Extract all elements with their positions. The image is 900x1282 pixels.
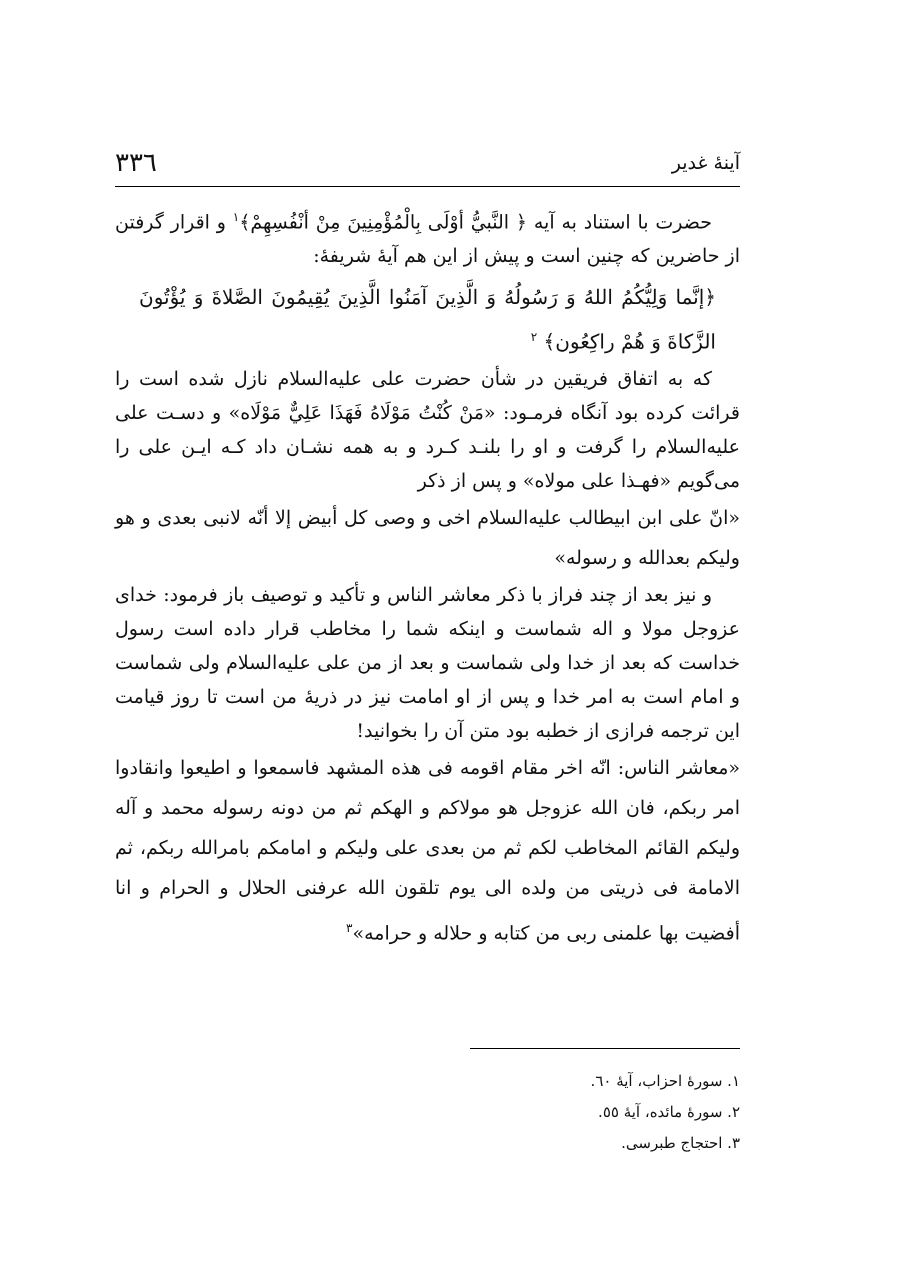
footnote-2: ۲. سورهٔ مائده، آیهٔ ٥٥. (598, 1103, 740, 1121)
hadith-quote-2-text: «معاشر الناس: انّه اخر مقام اقومه فی هذه المشهد فاسمعوا و اطیعوا وانقادوا امر ربکم، فان الله عزوجل هو مولاکم و الهکم ثم من دونه رسوله محمد و آله ولیکم القائم المخاطب لکم ثم من بعدی علی ولیکم و امامکم بامرالله ربکم، ثم الامامة فی ذریتی من ولده الی یوم تلقون الله عرفنی الحلال و الحرام و انا أفضیت بها علمنی ربی من کتابه و حلاله و حرامه» (115, 756, 740, 945)
footnote-ref-2: ۲ (530, 330, 538, 345)
footnote-ref-3: ۳ (346, 920, 353, 935)
page-number: ۳۳٦ (115, 148, 157, 178)
footnotes (470, 1066, 740, 1159)
footnote-divider (470, 1048, 740, 1049)
header-divider (115, 186, 740, 187)
paragraph-1-tail: و اقرار گرفتن از حاضرین که چنین است و پیش از این هم آیهٔ شریفهٔ: (115, 211, 740, 268)
footnote-3: ۳. احتجاج طبرسی. (621, 1134, 740, 1152)
quran-verse-text: ﴿إنَّما وَلِيُّكُمُ اللهُ وَ رَسُولُهُ وَ الَّذِينَ آمَنُوا الَّذِينَ يُقِيمُونَ الصَّلاةَ وَ يُؤْتُونَ الزَّكاةَ وَ هُمْ راكِعُون﴾ (139, 285, 716, 354)
paragraph-2: که به اتفاق فریقین در شأن حضرت علی علیه‌السلام نازل شده است را قرائت کرده بود آنگاه فرمـود: «مَنْ كُنْتُ مَوْلَاهُ فَهَذَا عَلِيٌّ مَوْلَاه» و دسـت علی علیه‌السلام را گرفت و او را بلنـد کـرد و به همه نشـان داد کـه ایـن علی را می‌گویم «فهـذا علی مولاه» و پس از ذکر (115, 367, 740, 492)
paragraph-1-text: حضرت با استناد به آیه ﴿ النَّبيُّ أوْلَى بِالْمُؤْمِنِينَ مِنْ أنْفُسِهِمْ﴾ (239, 211, 713, 234)
page-header (115, 148, 740, 188)
footnote-1: ۱. سورهٔ احزاب، آیهٔ ٦۰. (590, 1072, 740, 1090)
hadith-quote-1: «انّ علی ابن ابیطالب علیه‌السلام اخی و وصی کل أبیض إلا أنّه لانبی بعدی و هو ولیکم بعدالله و رسوله» (115, 506, 740, 569)
paragraph-1 (115, 200, 740, 273)
running-title: آینهٔ غدیر (671, 152, 740, 174)
hadith-quote-2 (115, 748, 740, 953)
footnote-ref-1: ۱ (232, 210, 240, 224)
main-text (115, 200, 740, 953)
quran-verse (139, 277, 716, 362)
paragraph-3: و نیز بعد از چند فراز با ذکر معاشر الناس و تأکید و توصیف باز فرمود: خدای عزوجل مولا و اله شماست و اینکه شما را مخاطب قرار داده است رسول خداست که بعد از خدا ولی شماست و بعد از من علی علیه‌السلام ولی شماست و امام است به امر خدا و پس از او امامت نیز در ذریهٔ من است تا روز قیامت این ترجمه فرازی از خطبه بود متن آن را بخوانید! (115, 583, 740, 742)
